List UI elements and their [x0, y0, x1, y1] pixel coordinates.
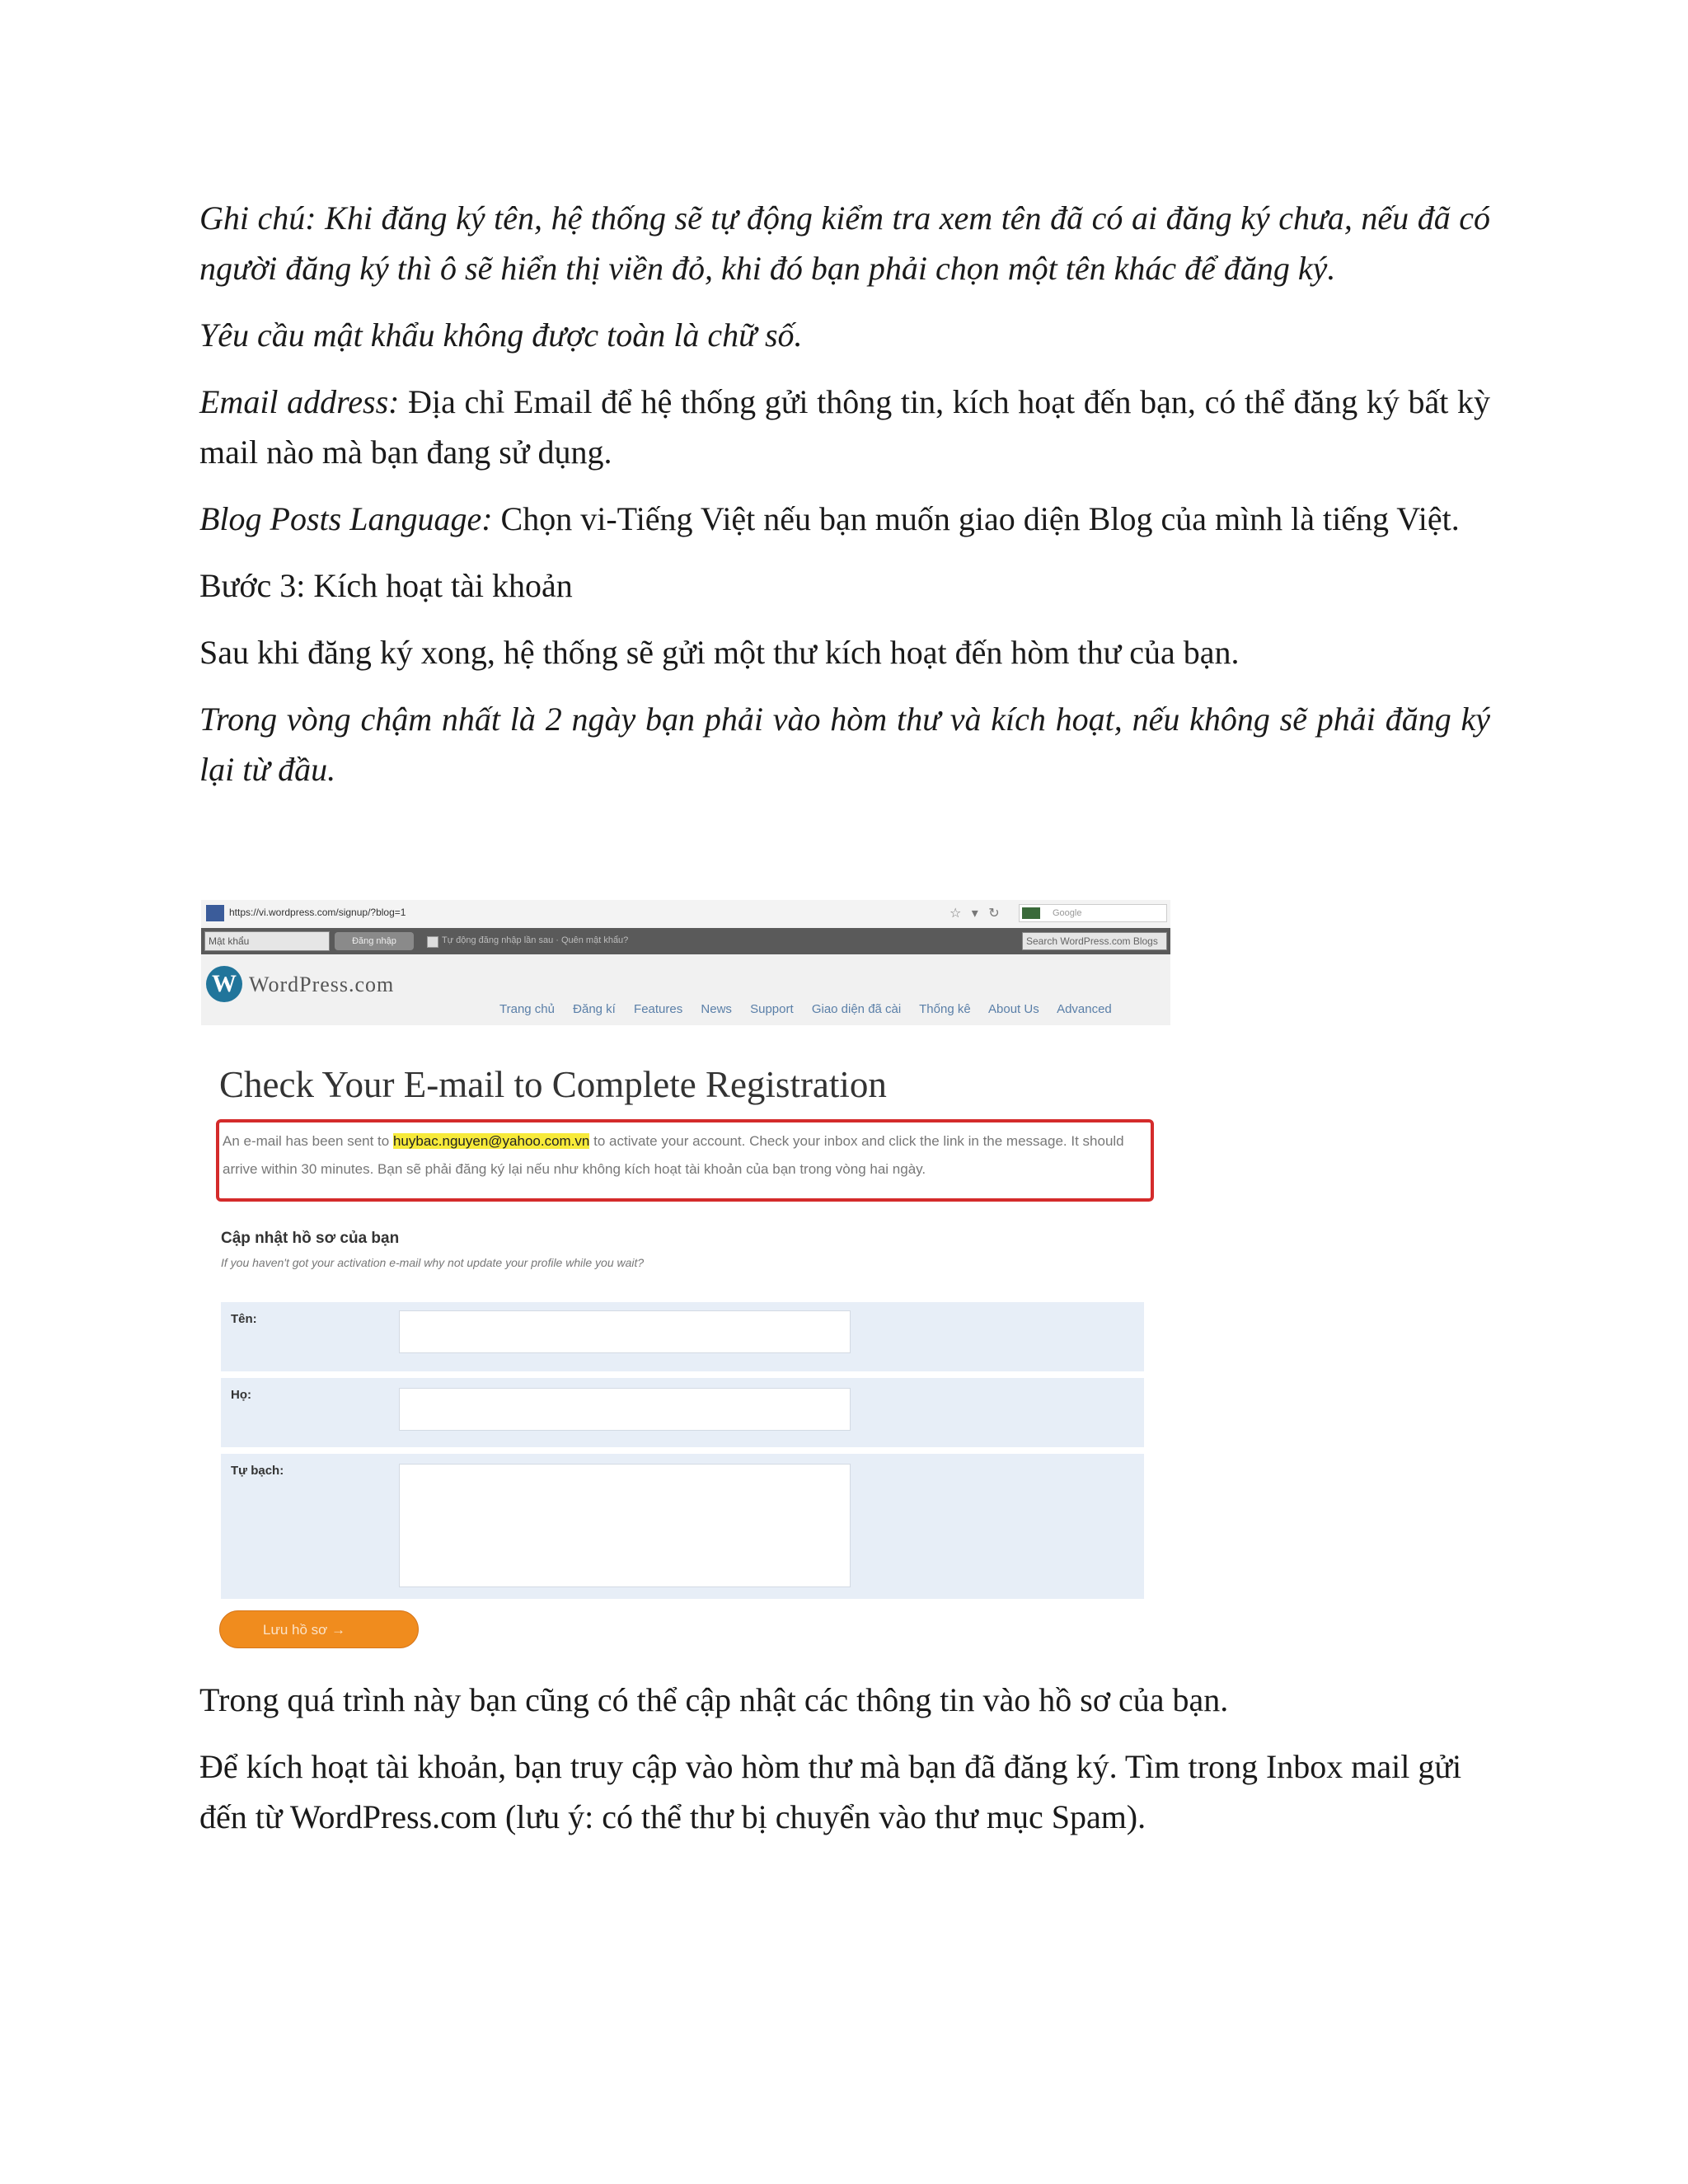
first-name-row: [221, 1302, 1144, 1371]
deadline-paragraph: Trong vòng chậm nhất là 2 ngày bạn phải vào hòm thư và kích hoạt, nếu không sẽ phải đăng ký lại từ đầu.: [199, 701, 1490, 788]
site-name[interactable]: WordPress.com: [249, 972, 395, 996]
site-nav: [499, 1002, 1127, 1016]
save-profile-button[interactable]: Lưu hồ sơ →: [219, 1610, 419, 1648]
wordpress-screenshot: [201, 900, 1170, 1654]
nav-item-support[interactable]: Support: [750, 1002, 794, 1016]
remember-text[interactable]: Tự động đăng nhập lần sau · Quên mật khẩu?: [442, 935, 629, 945]
site-header: [201, 954, 1170, 1025]
blog-language-paragraph: [199, 494, 1490, 544]
blog-search-input[interactable]: Search WordPress.com Blogs: [1022, 932, 1167, 950]
first-name-label: Tên:: [231, 1312, 257, 1326]
document-body-lower: [199, 1675, 1490, 1858]
nav-item-about[interactable]: About Us: [988, 1002, 1039, 1016]
url-text[interactable]: https://vi.wordpress.com/signup/?blog=1: [229, 907, 406, 918]
login-button[interactable]: Đăng nhập: [335, 932, 414, 950]
nav-item-news[interactable]: News: [701, 1002, 732, 1016]
last-name-field[interactable]: [399, 1388, 851, 1431]
notice-text-before: An e-mail has been sent to: [223, 1133, 393, 1149]
admin-bar: [201, 928, 1170, 954]
update-profile-paragraph: Trong quá trình này bạn cũng có thể cập nhật các thông tin vào hồ sơ của bạn.: [199, 1681, 1229, 1718]
browser-search-box[interactable]: [1019, 904, 1167, 922]
password-input[interactable]: Mật khẩu: [204, 931, 330, 951]
browser-address-bar: [201, 900, 1170, 929]
bio-label: Tự bạch:: [231, 1464, 284, 1478]
step3-heading: Bước 3: Kích hoạt tài khoản: [199, 567, 573, 604]
blog-language-term: Blog Posts Language:: [199, 500, 493, 537]
wordpress-logo-icon[interactable]: W: [206, 966, 242, 1002]
search-engine-icon: [1022, 907, 1040, 919]
remember-checkbox[interactable]: [427, 936, 438, 948]
favicon-icon: [206, 905, 224, 921]
blog-language-description: Chọn vi-Tiếng Việt nếu bạn muốn giao diện Blog của mình là tiếng Việt.: [492, 500, 1460, 537]
notice-text-after: to activate your account. Check your inbox and click the link in the message. It should arrive within 30 minutes. Bạn sẽ phải đăng ký lại nếu như không kích hoạt tài khoản của bạn trong vòng hai ngày.: [223, 1133, 1124, 1177]
browser-search-placeholder: Google: [1053, 908, 1082, 918]
document-body: [199, 193, 1490, 811]
nav-item-themes[interactable]: Giao diện đã cài: [811, 1002, 902, 1016]
bio-textarea[interactable]: [399, 1464, 851, 1587]
email-address-paragraph: [199, 377, 1490, 477]
bio-row: [221, 1454, 1144, 1599]
last-name-label: Họ:: [231, 1388, 251, 1402]
activate-paragraph: Để kích hoạt tài khoản, bạn truy cập vào hòm thư mà bạn đã đăng ký. Tìm trong Inbox mail gửi đến từ WordPress.com (lưu ý: có thể thư bị chuyển vào thư mục Spam).: [199, 1748, 1462, 1835]
nav-item-advanced[interactable]: Advanced: [1057, 1002, 1112, 1016]
profile-section-title: Cập nhật hồ sơ của bạn: [221, 1230, 400, 1247]
page-title: Check Your E-mail to Complete Registration: [219, 1064, 887, 1105]
nav-item-stats[interactable]: Thống kê: [919, 1002, 971, 1016]
notice-email: huybac.nguyen@yahoo.com.vn: [392, 1133, 590, 1149]
nav-item-features[interactable]: Features: [634, 1002, 683, 1016]
nav-item-home[interactable]: Trang chủ: [499, 1002, 555, 1016]
nav-item-signup[interactable]: Đăng kí: [573, 1002, 616, 1016]
profile-section-subtitle: If you haven't got your activation e-mail why not update your profile while you wait?: [221, 1256, 645, 1269]
browser-controls-icon[interactable]: ☆ ▾ ↻: [950, 907, 1003, 921]
last-name-row: [221, 1378, 1144, 1447]
email-address-term: Email address:: [199, 383, 400, 420]
email-address-description: Địa chỉ Email để hệ thống gửi thông tin, kích hoạt đến bạn, có thể đăng ký bất kỳ mail nào mà bạn đang sử dụng.: [199, 383, 1490, 471]
first-name-field[interactable]: [399, 1310, 851, 1353]
email-sent-notice: [216, 1119, 1154, 1202]
note-paragraph: Ghi chú: Khi đăng ký tên, hệ thống sẽ tự động kiểm tra xem tên đã có ai đăng ký chưa, nếu đã có người đăng ký thì ô sẽ hiển thị viền đỏ, khi đó bạn phải chọn một tên khác để đăng ký.: [199, 199, 1490, 287]
after-signup-paragraph: Sau khi đăng ký xong, hệ thống sẽ gửi một thư kích hoạt đến hòm thư của bạn.: [199, 634, 1240, 671]
password-requirement: Yêu cầu mật khẩu không được toàn là chữ số.: [199, 316, 803, 354]
